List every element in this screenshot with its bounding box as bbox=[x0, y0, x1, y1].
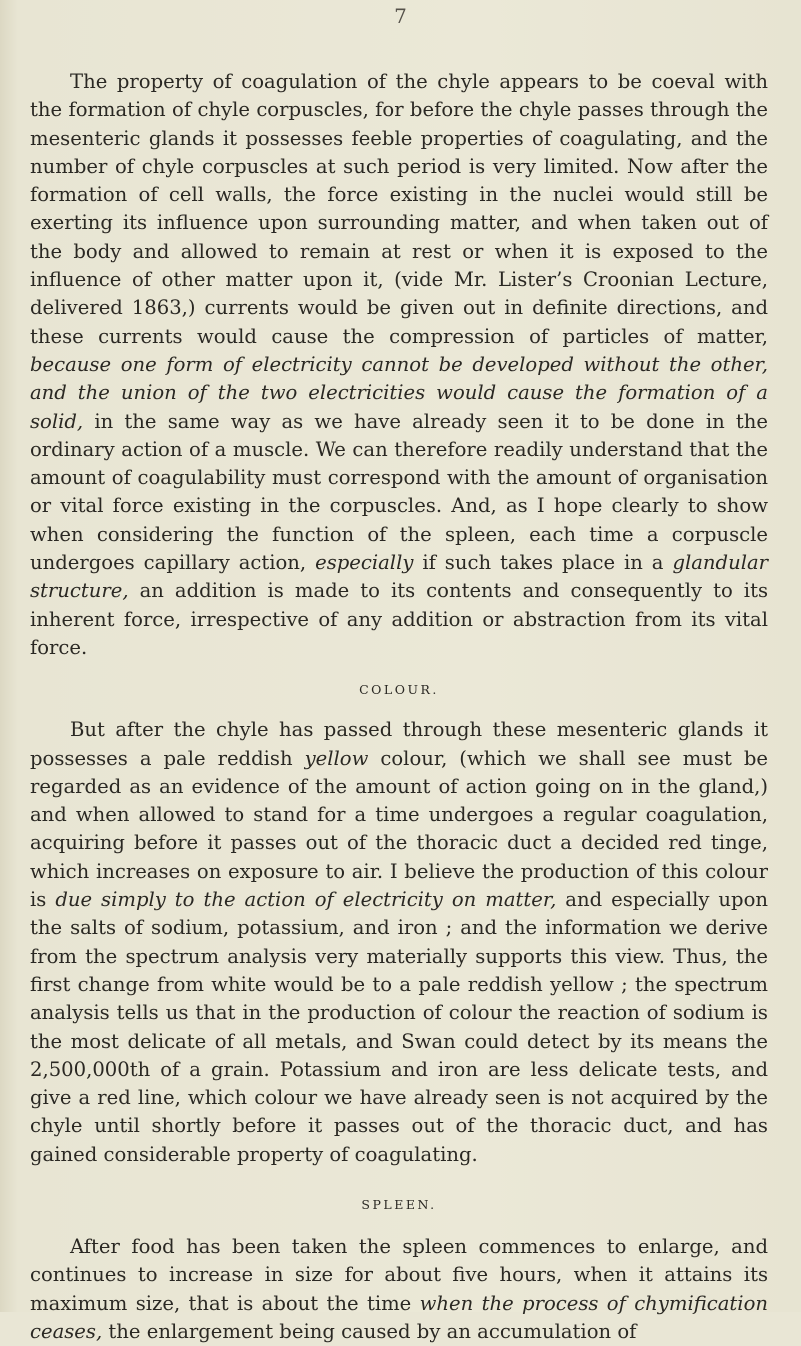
text-run: After food has been taken the spleen commences to enlarge, and continues to increase in size for about five hours, when it attains its maximum size, that is about the time bbox=[30, 1234, 768, 1315]
section-heading-spleen: SPLEEN. bbox=[361, 1196, 437, 1212]
paragraph-spleen bbox=[30, 1233, 768, 1346]
italic-run: yellow bbox=[304, 746, 369, 770]
text-run: and especially upon the salts of sodium, potassium, and iron ; and the information we derive from the spectrum analysis very materially supports this view. Thus, the first change from white would be to a pale reddish yellow ; the spectrum analysis tells us that in the production of colour the reaction of sodium is the most delicate of all metals, and Swan could detect by its means the 2,500,000th of a grain. Potassium and iron are less delicate tests, and give a red line, which colour we have already seen is not acquired by the chyle until shortly before it passes out of the thoracic duct, and has gained considerable property of coagulating. bbox=[30, 888, 768, 1166]
text-run: if such takes place in a bbox=[422, 551, 664, 575]
paragraph-coagulation bbox=[30, 68, 768, 662]
page-number: 7 bbox=[394, 4, 407, 28]
text-run: in the same way as we have already seen it to be done in the ordinary action of a muscle. We can therefore readily understand that the amount of coagulability must correspond with the amount of organisation or vital force existing in the corpuscles. And, as I hope clearly to show when considering the function of the spleen, each time a corpuscle undergoes capillary action, bbox=[30, 409, 768, 575]
paragraph-colour bbox=[30, 716, 768, 1169]
section-heading-colour: COLOUR. bbox=[359, 682, 439, 698]
italic-run: when the process of chymification ceases, bbox=[30, 1291, 768, 1343]
italic-run: due simply to the action of electricity on matter, bbox=[55, 888, 557, 912]
text-run: colour, (which we shall see must be regarded as an evidence of the amount of action going on in the gland,) and when allowed to stand for a time undergoes a regular coagulation, acquiring before it passes out of the thoracic duct a decided red tinge, which increases on exposure to air. I believe the production of this colour is bbox=[30, 746, 769, 912]
text-run: The property of coagulation of the chyle appears to be coeval with the formation of chyle corpuscles, for before the chyle passes through the mesenteric glands it possesses feeble properties of coagulating, and the number of chyle corpuscles at such period is very limited. Now after the formation of cell walls, the force existing in the nuclei would still be exerting its influence upon surrounding matter, and when taken out of the body and allowed to remain at rest or when it is exposed to the influence of other matter upon it, (vide Mr. Lister’s Croonian Lecture, delivered 1863,) currents would be given out in definite directions, and these currents would cause the compression of particles of matter, bbox=[30, 70, 768, 348]
italic-run: because one form of electricity cannot be developed without the other, and the union of the two electricities would cause the formation of a solid, bbox=[30, 352, 768, 433]
body-text bbox=[30, 68, 768, 1346]
text-run: the enlargement being caused by an accumulation of bbox=[108, 1319, 637, 1343]
text-run: But after the chyle has passed through these mesenteric glands it possesses a pale reddish bbox=[30, 718, 768, 770]
italic-run: glandular structure, bbox=[30, 551, 769, 603]
text-run: an addition is made to its contents and consequently to its inherent force, irrespective of any addition or abstraction from its vital force. bbox=[30, 579, 768, 659]
italic-run: especially bbox=[315, 551, 414, 575]
